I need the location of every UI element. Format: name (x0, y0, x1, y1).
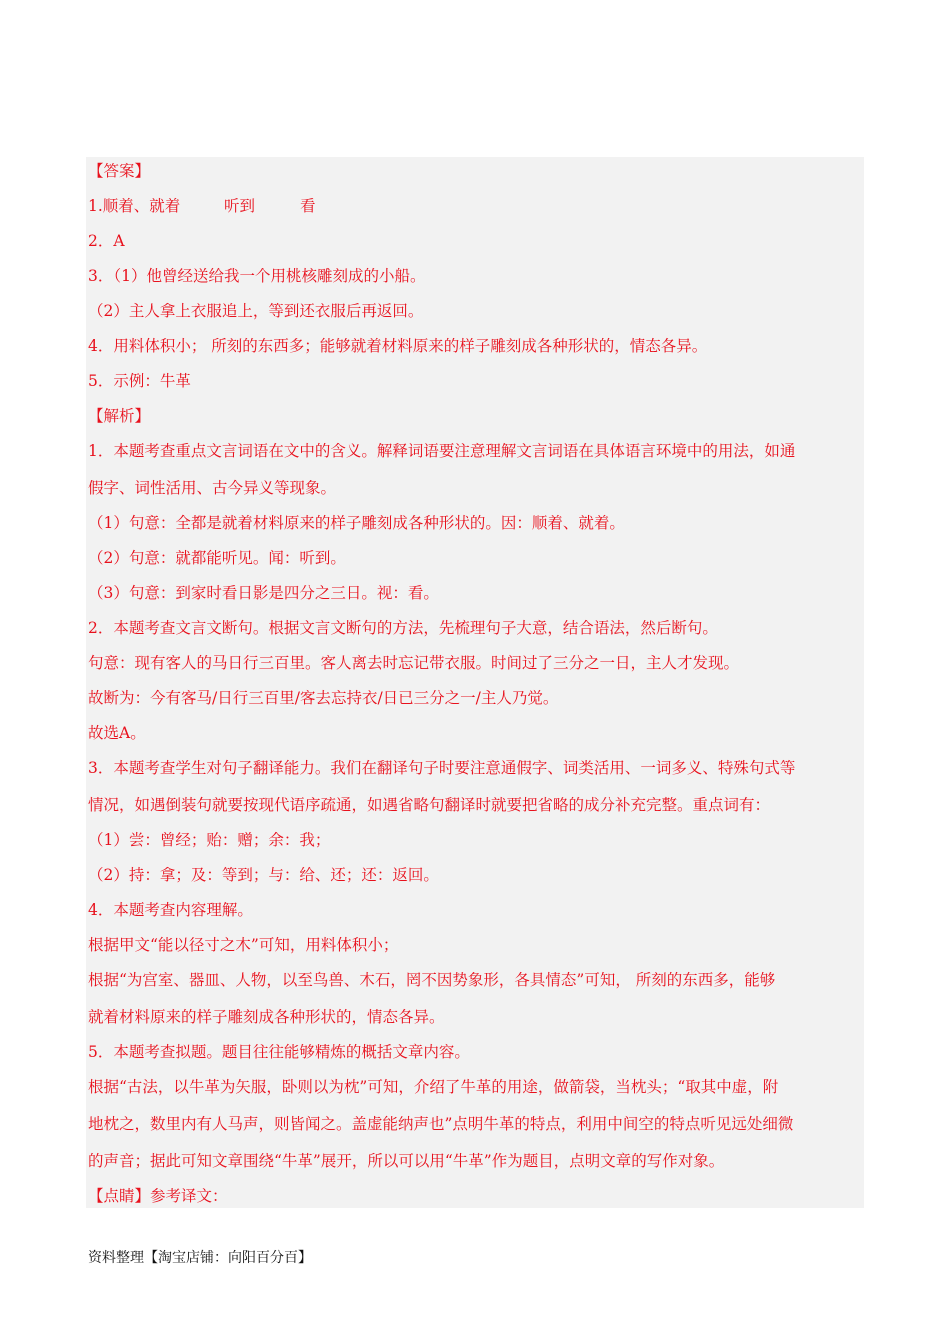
page-footer: 资料整理【淘宝店铺：向阳百分百】 (88, 1250, 312, 1266)
answer-q3-1: 3．（1）他曾经送给我一个用桃核雕刻成的小船。 (88, 267, 426, 285)
analysis-line: 情况，如遇倒装句就要按现代语序疏通，如遇省略句翻译时就要把省略的成分补充完整。重点词有： (88, 796, 771, 814)
analysis-line: 根据甲文“能以径寸之木”可知，用料体积小； (88, 936, 399, 954)
analysis-line: 的声音；据此可知文章围绕“牛革”展开，所以可以用“牛革”作为题目，点明文章的写作对象。 (88, 1152, 725, 1170)
analysis-line: 根据“为宫室、器皿、人物，以至鸟兽、木石，罔不因势象形，各具情态”可知， 所刻的东西多，能够 (88, 971, 776, 989)
analysis-line: （1）句意：全都是就着材料原来的样子雕刻成各种形状的。因：顺着、就着。 (88, 514, 625, 532)
analysis-line: （2）句意：就都能听见。闻：听到。 (88, 549, 346, 567)
answer-heading: 【答案】 (88, 162, 151, 180)
answer-q2: 2．A (88, 232, 125, 250)
answer-q3-2: （2）主人拿上衣服追上，等到还衣服后再返回。 (88, 302, 424, 320)
dianjing-heading: 【点睛】参考译文： (88, 1187, 228, 1205)
analysis-line: 假字、词性活用、古今异义等现象。 (88, 479, 337, 497)
answer-q1-part3: 看 (300, 197, 316, 215)
analysis-line: 故选A。 (88, 724, 146, 742)
analysis-line: 2．本题考查文言文断句。根据文言文断句的方法，先梳理句子大意，结合语法，然后断句。 (88, 619, 718, 637)
answer-q1-part1: 1.顺着、就着 (88, 197, 181, 215)
answer-q1-part2: 听到 (224, 197, 256, 215)
analysis-heading: 【解析】 (88, 407, 151, 425)
analysis-line: 地枕之，数里内有人马声，则皆闻之。盖虚能纳声也”点明牛革的特点，利用中间空的特点听见远处细微 (88, 1115, 794, 1133)
analysis-line: 就着材料原来的样子雕刻成各种形状的，情态各异。 (88, 1008, 445, 1026)
analysis-line: 故断为：今有客马/日行三百里/客去忘持衣/日已三分之一/主人乃觉。 (88, 689, 559, 707)
analysis-line: （1）尝：曾经；贻：赠；余：我； (88, 831, 331, 849)
analysis-line: （3）句意：到家时看日影是四分之三日。视：看。 (88, 584, 439, 602)
answer-q1 (88, 199, 316, 215)
analysis-line: 5．本题考查拟题。题目往往能够精炼的概括文章内容。 (88, 1043, 470, 1061)
analysis-line: 3．本题考查学生对句子翻译能力。我们在翻译句子时要注意通假字、词类活用、一词多义、特殊句式等 (88, 759, 796, 777)
analysis-line: 4．本题考查内容理解。 (88, 901, 253, 919)
analysis-line: 1．本题考查重点文言词语在文中的含义。解释词语要注意理解文言词语在具体语言环境中的用法，如通 (88, 442, 796, 460)
analysis-line: 根据“古法，以牛革为矢服，卧则以为枕”可知，介绍了牛革的用途，做箭袋，当枕头；“取其中虚，附 (88, 1078, 779, 1096)
answer-q4: 4．用料体积小； 所刻的东西多；能够就着材料原来的样子雕刻成各种形状的，情态各异。 (88, 337, 708, 355)
analysis-line: （2）持：拿；及：等到；与：给、还；还：返回。 (88, 866, 439, 884)
analysis-line: 句意：现有客人的马日行三百里。客人离去时忘记带衣服。时间过了三分之一日，主人才发现。 (88, 654, 740, 672)
answer-q5: 5．示例：牛革 (88, 372, 191, 390)
